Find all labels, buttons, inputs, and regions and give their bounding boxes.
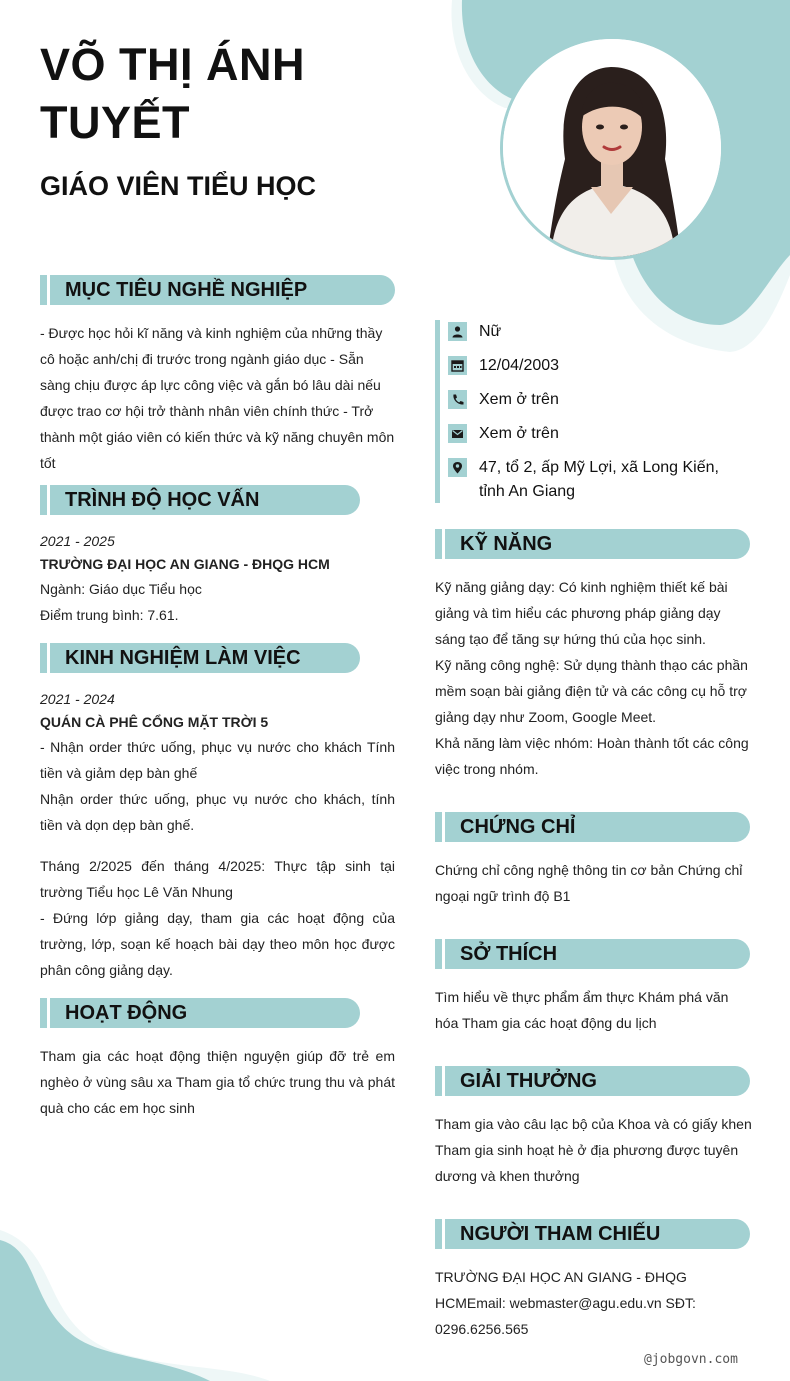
- contact-gender-text: Nữ: [479, 323, 502, 340]
- section-experience-heading: [40, 643, 360, 673]
- experience-internship-desc: - Đứng lớp giảng dạy, tham gia các hoạt động của trường, lớp, soạn kế hoạch bài dạy theo môn học được phân công giảng dạy.: [40, 910, 395, 978]
- certificates-text: Chứng chỉ công nghệ thông tin cơ bản Chứng chỉ ngoại ngữ trình độ B1: [435, 862, 743, 904]
- skills-item-1: Kỹ năng giảng dạy: Có kinh nghiệm thiết kế bài giảng và tìm hiểu các phương pháp giảng dạy sáng tạo để tăng sự hứng thú của học sinh.: [435, 579, 728, 647]
- section-experience-title: KINH NGHIỆM LÀM VIỆC: [65, 647, 301, 669]
- hobbies-text: Tìm hiểu về thực phẩm ẩm thực Khám phá văn hóa Tham gia các hoạt động du lịch: [435, 989, 729, 1031]
- phone-icon: [448, 390, 467, 409]
- section-certificates-title: CHỨNG CHỈ: [460, 816, 576, 838]
- references-text: TRƯỜNG ĐẠI HỌC AN GIANG - ĐHQG HCMEmail: webmaster@agu.edu.vn SĐT: 0296.6256.565: [435, 1269, 696, 1337]
- contact-info: [435, 320, 755, 503]
- section-objective-title: MỤC TIÊU NGHỀ NGHIỆP: [65, 279, 308, 301]
- contact-birthday: [448, 354, 749, 378]
- section-education-title: TRÌNH ĐỘ HỌC VẤN: [65, 489, 260, 511]
- footer-watermark: @jobgovn.com: [644, 1352, 738, 1367]
- calendar-icon: [448, 356, 467, 375]
- section-references-heading: [435, 1219, 750, 1249]
- section-skills-title: KỸ NĂNG: [460, 533, 553, 555]
- contact-gender: [448, 320, 749, 344]
- mail-icon: [448, 424, 467, 443]
- candidate-name: VÕ THỊ ÁNH TUYẾT: [40, 39, 306, 148]
- location-pin-icon: [448, 458, 467, 477]
- job-title: GIÁO VIÊN TIỂU HỌC: [40, 171, 317, 201]
- experience-duty-2: Nhận order thức uống, phục vụ nước cho khách, tính tiền và dọn dẹp bàn ghế.: [40, 791, 395, 833]
- section-certificates-heading: [435, 812, 750, 842]
- section-awards-title: GIẢI THƯỞNG: [460, 1070, 597, 1092]
- contact-phone-text: Xem ở trên: [479, 391, 559, 408]
- education-major: Ngành: Giáo dục Tiểu học: [40, 581, 202, 597]
- section-hobbies-heading: [435, 939, 750, 969]
- education-school: TRƯỜNG ĐẠI HỌC AN GIANG - ĐHQG HCM: [40, 556, 330, 572]
- section-references-title: NGƯỜI THAM CHIẾU: [460, 1223, 661, 1245]
- contact-email: [448, 422, 749, 446]
- section-hobbies-title: SỞ THÍCH: [460, 943, 558, 965]
- contact-email-text: Xem ở trên: [479, 425, 559, 442]
- section-skills-heading: [435, 529, 750, 559]
- person-icon: [448, 322, 467, 341]
- objective-text: - Được học hỏi kĩ năng và kinh nghiệm của những thầy cô hoặc anh/chị đi trước trong ngành giáo dục - Sẵn sàng chịu được áp lực công việc và gắn bó lâu dài nếu được trao cơ hội trở thành nhân viên chính thức - Trở thành một giáo viên có kiến thức và kỹ năng chuyên môn tốt: [40, 325, 395, 471]
- education-period: 2021 - 2025: [40, 533, 115, 549]
- skills-item-3: Khả năng làm việc nhóm: Hoàn thành tốt các công việc trong nhóm.: [435, 735, 749, 777]
- contact-address-text: 47, tổ 2, ấp Mỹ Lợi, xã Long Kiến, tỉnh An Giang: [479, 459, 719, 500]
- contact-phone: [448, 388, 749, 412]
- activities-text: Tham gia các hoạt động thiện nguyện giúp đỡ trẻ em nghèo ở vùng sâu xa Tham gia tổ chức trung thu và phát quà cho các em học sinh: [40, 1048, 395, 1116]
- section-activities-heading: [40, 998, 360, 1028]
- skills-item-2: Kỹ năng công nghệ: Sử dụng thành thạo các phần mềm soạn bài giảng điện tử và các công cụ hỗ trợ giảng dạy như Zoom, Google Meet.: [435, 657, 748, 725]
- contact-address: [448, 456, 749, 504]
- profile-photo: [500, 36, 724, 260]
- section-awards-heading: [435, 1066, 750, 1096]
- section-activities-title: HOẠT ĐỘNG: [65, 1002, 188, 1024]
- education-gpa: Điểm trung bình: 7.61.: [40, 607, 179, 623]
- section-education-heading: [40, 485, 360, 515]
- decorative-blob-bottom: [0, 1230, 300, 1381]
- experience-duty-1: - Nhận order thức uống, phục vụ nước cho khách Tính tiền và giảm dẹp bàn ghế: [40, 739, 395, 781]
- experience-company: QUÁN CÀ PHÊ CỔNG MẶT TRỜI 5: [40, 714, 269, 730]
- experience-period: 2021 - 2024: [40, 691, 115, 707]
- experience-internship: Tháng 2/2025 đến tháng 4/2025: Thực tập sinh tại trường Tiểu học Lê Văn Nhung: [40, 858, 395, 900]
- contact-birthday-text: 12/04/2003: [479, 357, 560, 374]
- awards-text: Tham gia vào câu lạc bộ của Khoa và có giấy khen Tham gia sinh hoạt hè ở địa phương được tuyên dương và khen thưởng: [435, 1116, 752, 1184]
- section-objective-heading: [40, 275, 395, 305]
